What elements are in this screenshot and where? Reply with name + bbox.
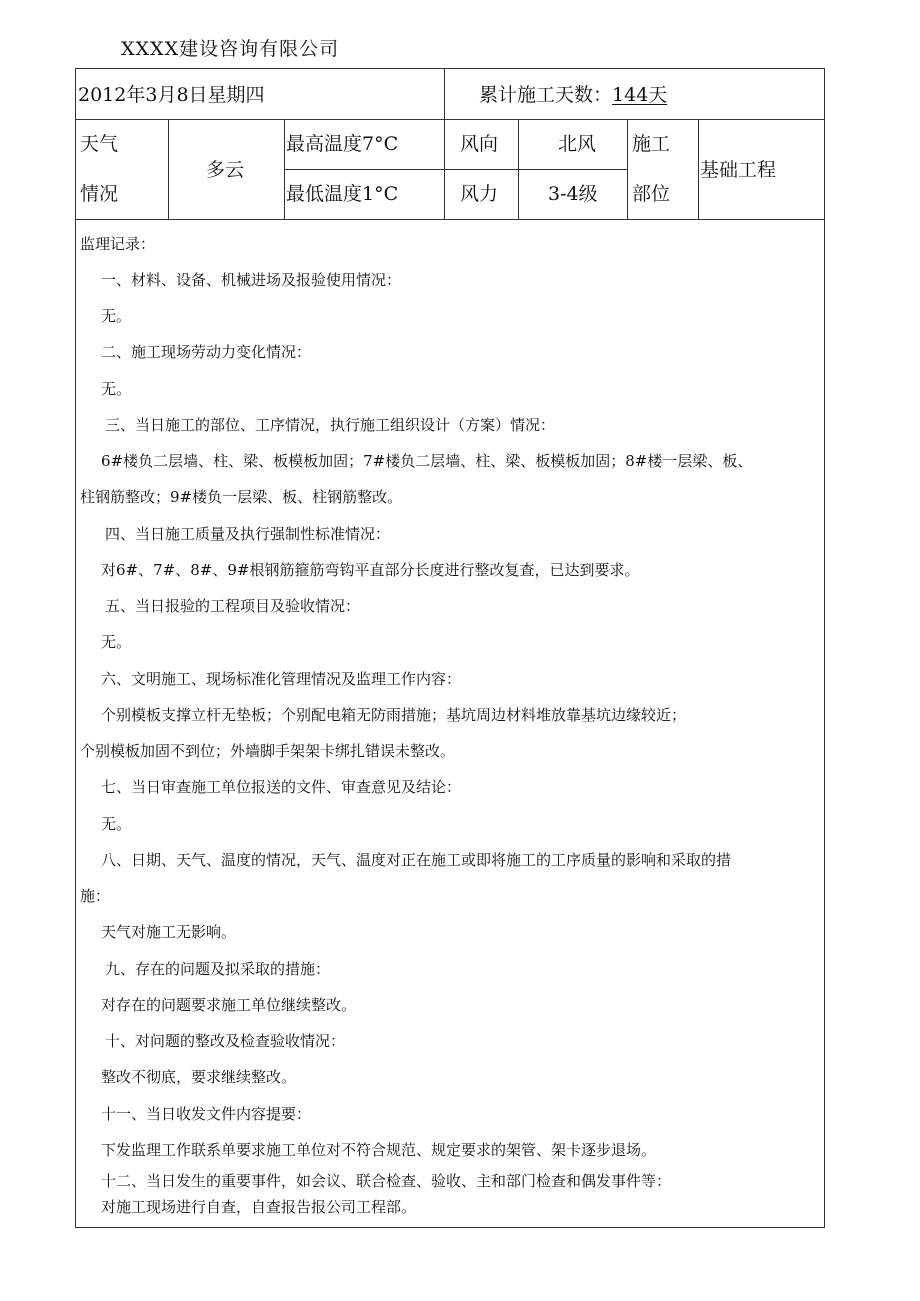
construction-part-label: 施工 <box>632 133 671 155</box>
wind-force: 3-4级 <box>548 183 598 205</box>
col-divider <box>698 119 699 219</box>
wind-direction-label: 风向 <box>460 133 499 155</box>
construction-part: 基础工程 <box>700 159 777 181</box>
record-line: 无。 <box>101 307 132 325</box>
record-line: 对施工现场进行自查，自查报告报公司工程部。 <box>101 1198 417 1216</box>
construction-days <box>479 86 667 105</box>
days-label: 累计施工天数： <box>479 84 613 106</box>
record-line: 三、当日施工的部位、工序情况，执行施工组织设计（方案）情况： <box>105 416 556 434</box>
record-line: 施： <box>80 887 111 905</box>
col-divider <box>518 119 519 219</box>
weather-condition: 多云 <box>206 159 245 181</box>
log-date: 2012年3月8日星期四 <box>78 84 265 106</box>
record-title: 监理记录： <box>80 235 156 253</box>
record-line: 六、文明施工、现场标准化管理情况及监理工作内容： <box>101 670 462 688</box>
record-line: 二、施工现场劳动力变化情况： <box>101 343 312 361</box>
col-divider <box>444 69 445 219</box>
record-line: 十、对问题的整改及检查验收情况： <box>105 1032 346 1050</box>
record-line: 七、当日审查施工单位报送的文件、审查意见及结论： <box>101 778 462 796</box>
days-value: 144天 <box>612 84 668 106</box>
weather-label: 天气 <box>80 133 119 155</box>
col-divider <box>627 119 628 219</box>
supervision-log-table <box>75 68 825 1228</box>
record-line: 五、当日报验的工程项目及验收情况： <box>105 597 361 615</box>
record-line: 对6#、7#、8#、9#根钢筋箍筋弯钩平直部分长度进行整改复查，已达到要求。 <box>101 561 640 579</box>
row-divider <box>284 169 627 170</box>
record-line: 十二、当日发生的重要事件，如会议、联合检查、验收、主和部门检查和偶发事件等： <box>101 1172 672 1190</box>
row-divider <box>76 219 824 220</box>
company-name: XXXX建设咨询有限公司 <box>121 38 340 60</box>
col-divider <box>284 119 285 219</box>
record-line: 对存在的问题要求施工单位继续整改。 <box>101 996 357 1014</box>
min-temperature: 最低温度1°C <box>286 183 399 205</box>
record-line: 一、材料、设备、机械进场及报验使用情况： <box>101 271 402 289</box>
record-line: 十一、当日收发文件内容提要： <box>101 1105 312 1123</box>
record-line: 四、当日施工质量及执行强制性标准情况： <box>105 525 391 543</box>
max-temperature: 最高温度7°C <box>286 133 399 155</box>
row-divider <box>76 119 824 120</box>
record-line: 柱钢筋整改；9#楼负一层梁、板、柱钢筋整改。 <box>80 488 403 506</box>
record-line: 无。 <box>101 380 132 398</box>
wind-direction: 北风 <box>558 133 597 155</box>
record-line: 天气对施工无影响。 <box>101 923 237 941</box>
record-line: 个别模板支撑立杆无垫板；个别配电箱无防雨措施；基坑周边材料堆放靠基坑边缘较近； <box>101 706 687 724</box>
record-line: 个别模板加固不到位；外墙脚手架架卡绑扎错误未整改。 <box>80 742 456 760</box>
record-line: 6#楼负二层墙、柱、梁、板模板加固；7#楼负二层墙、柱、梁、板模板加固；8#楼一层梁、板、 <box>101 452 753 470</box>
record-line: 八、日期、天气、温度的情况，天气、温度对正在施工或即将施工的工序质量的影响和采取的措 <box>101 851 732 869</box>
record-line: 下发监理工作联系单要求施工单位对不符合规范、规定要求的架管、架卡逐步退场。 <box>101 1141 657 1159</box>
record-line: 整改不彻底，要求继续整改。 <box>101 1068 297 1086</box>
record-line: 九、存在的问题及拟采取的措施： <box>105 960 331 978</box>
record-line: 无。 <box>101 815 132 833</box>
weather-label-cont: 情况 <box>80 183 119 205</box>
wind-force-label: 风力 <box>460 183 499 205</box>
record-line: 无。 <box>101 633 132 651</box>
construction-part-label-cont: 部位 <box>632 183 671 205</box>
col-divider <box>168 119 169 219</box>
